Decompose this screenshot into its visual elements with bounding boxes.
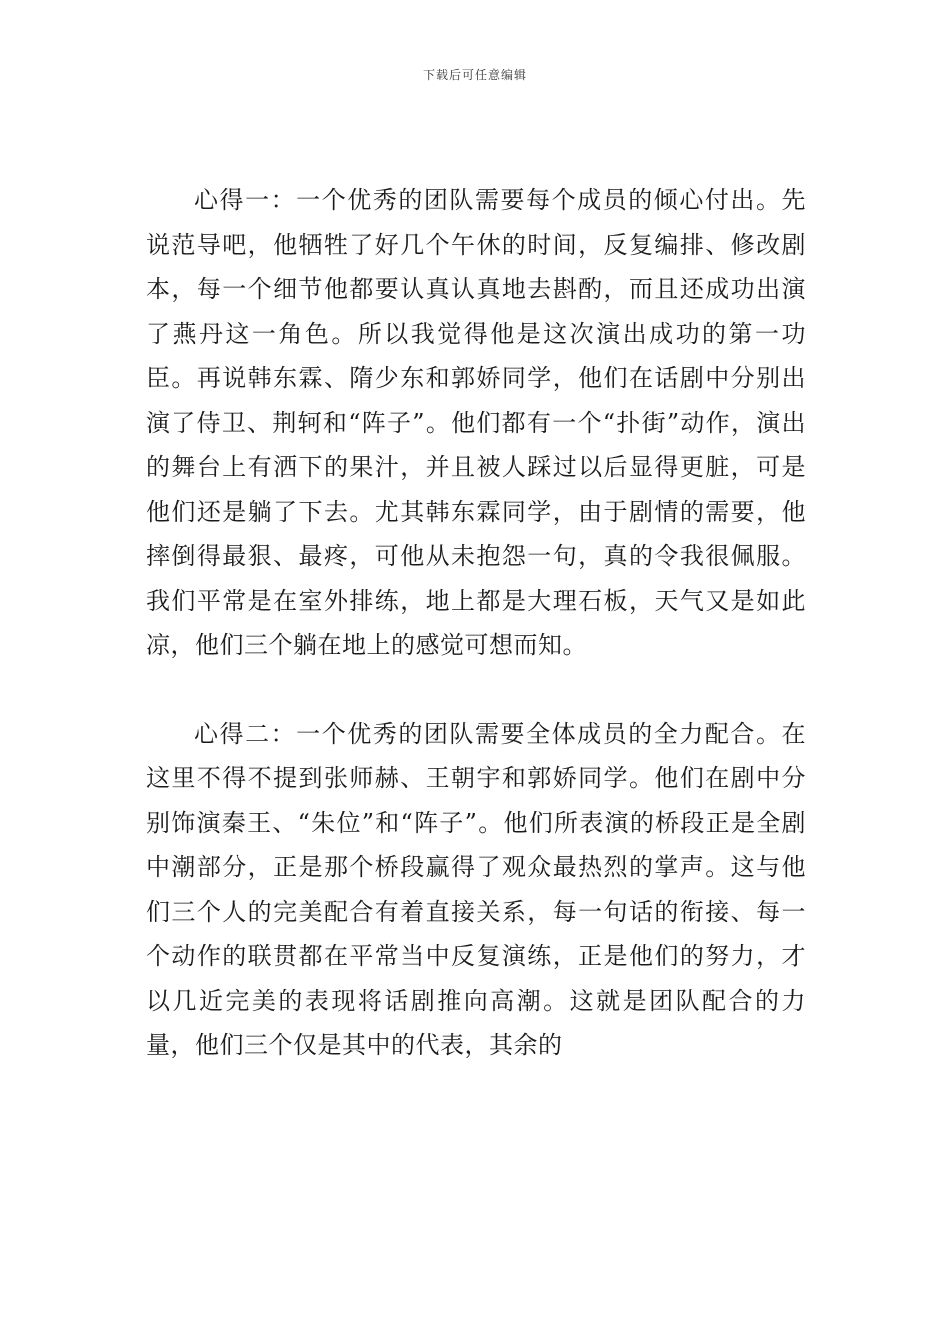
paragraph-insight-two: 心得二：一个优秀的团队需要全体成员的全力配合。在这里不得不提到张师赫、王朝宇和郭娇同学。他们在剧中分别饰演秦王、“朱位”和“阵子”。他们所表演的桥段正是全剧中潮部分，正是那个桥段赢得了观众最热烈的掌声。这与他们三个人的完美配合有着直接关系，每一句话的衔接、每一个动作的联贯都在平常当中反复演练，正是他们的努力，才以几近完美的表现将话剧推向高潮。这就是团队配合的力量，他们三个仅是其中的代表，其余的 (146, 719, 806, 1059)
paragraph-insight-one: 心得一：一个优秀的团队需要每个成员的倾心付出。先说范导吧，他牺牲了好几个午休的时间，反复编排、修改剧本，每一个细节他都要认真认真地去斟酌，而且还成功出演了燕丹这一角色。所以我觉得他是这次演出成功的第一功臣。再说韩东霖、隋少东和郭娇同学，他们在话剧中分别出演了侍卫、荆轲和“阵子”。他们都有一个“扑街”动作，演出的舞台上有洒下的果汁，并且被人踩过以后显得更脏，可是他们还是躺了下去。尤其韩东霖同学，由于剧情的需要，他摔倒得最狠、最疼，可他从未抱怨一句，真的令我很佩服。我们平常是在室外排练，地上都是大理石板，天气又是如此凉，他们三个躺在地上的感觉可想而知。 (146, 186, 806, 659)
document-body (146, 178, 806, 1068)
header-note: 下载后可任意编辑 (422, 68, 527, 82)
